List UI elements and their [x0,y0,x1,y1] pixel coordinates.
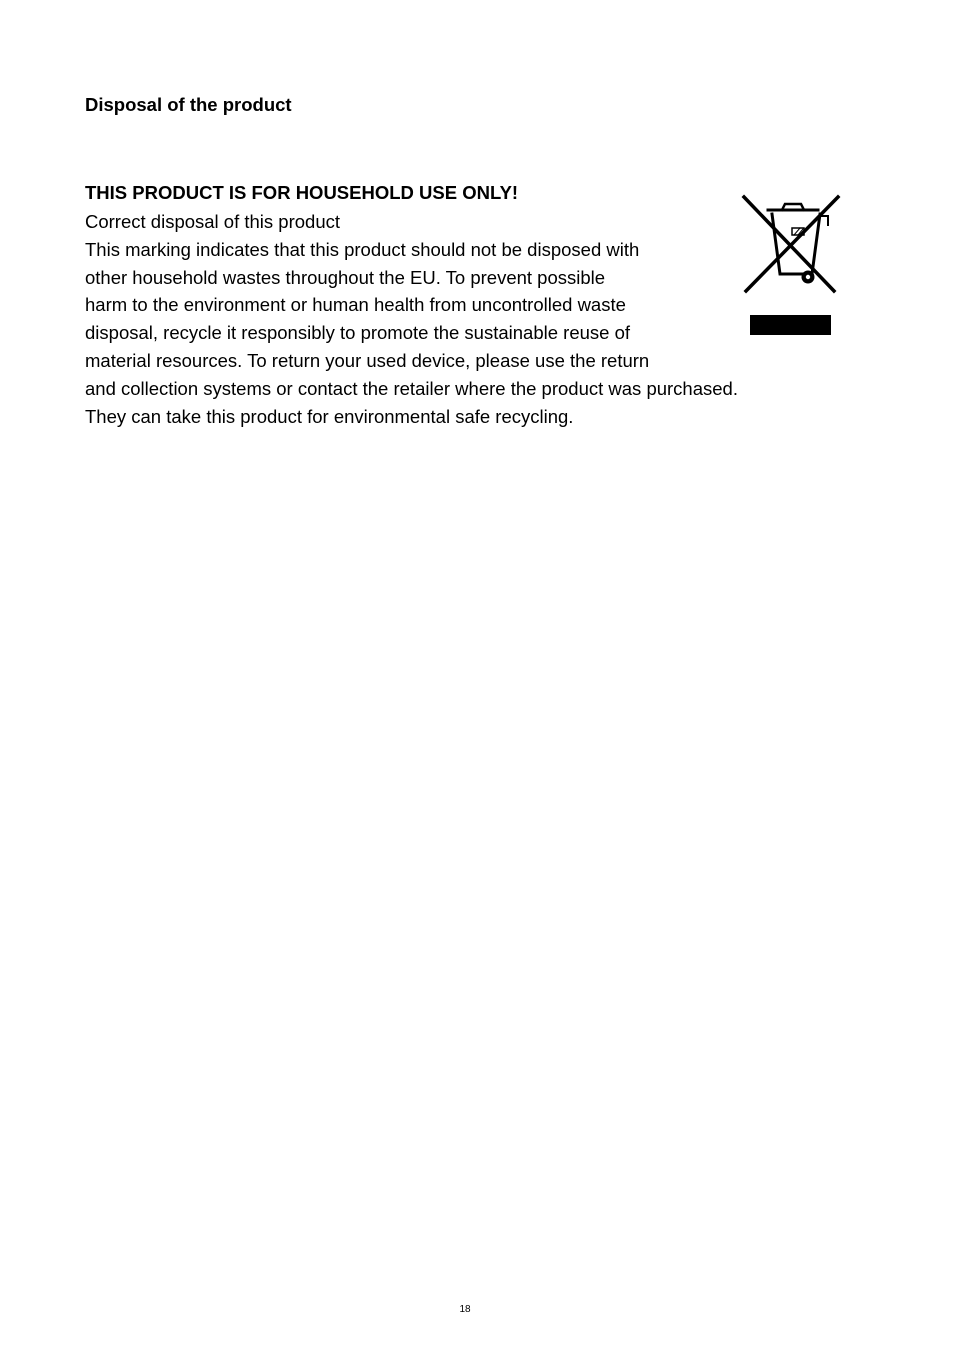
page-number: 18 [459,1304,471,1315]
text-line: disposal, recycle it responsibly to promote the sustainable reuse of [85,322,631,344]
crossed-out-wheelie-bin-icon [734,183,846,343]
page-title: Disposal of the product [85,94,292,115]
household-use-warning: THIS PRODUCT IS FOR HOUSEHOLD USE ONLY! [85,182,519,203]
text-line: and collection systems or contact the retailer where the product was purchased. [85,377,738,399]
disposal-instructions [85,208,845,430]
text-line: They can take this product for environmental safe recycling. [85,405,574,427]
text-line: harm to the environment or human health from uncontrolled waste [85,294,626,316]
text-line: Correct disposal of this product [85,211,341,232]
text-line: other household wastes throughout the EU. To prevent possible [85,266,606,288]
text-line: This marking indicates that this product should not be disposed with [85,238,640,260]
text-line: material resources. To return your used device, please use the return [85,349,650,371]
